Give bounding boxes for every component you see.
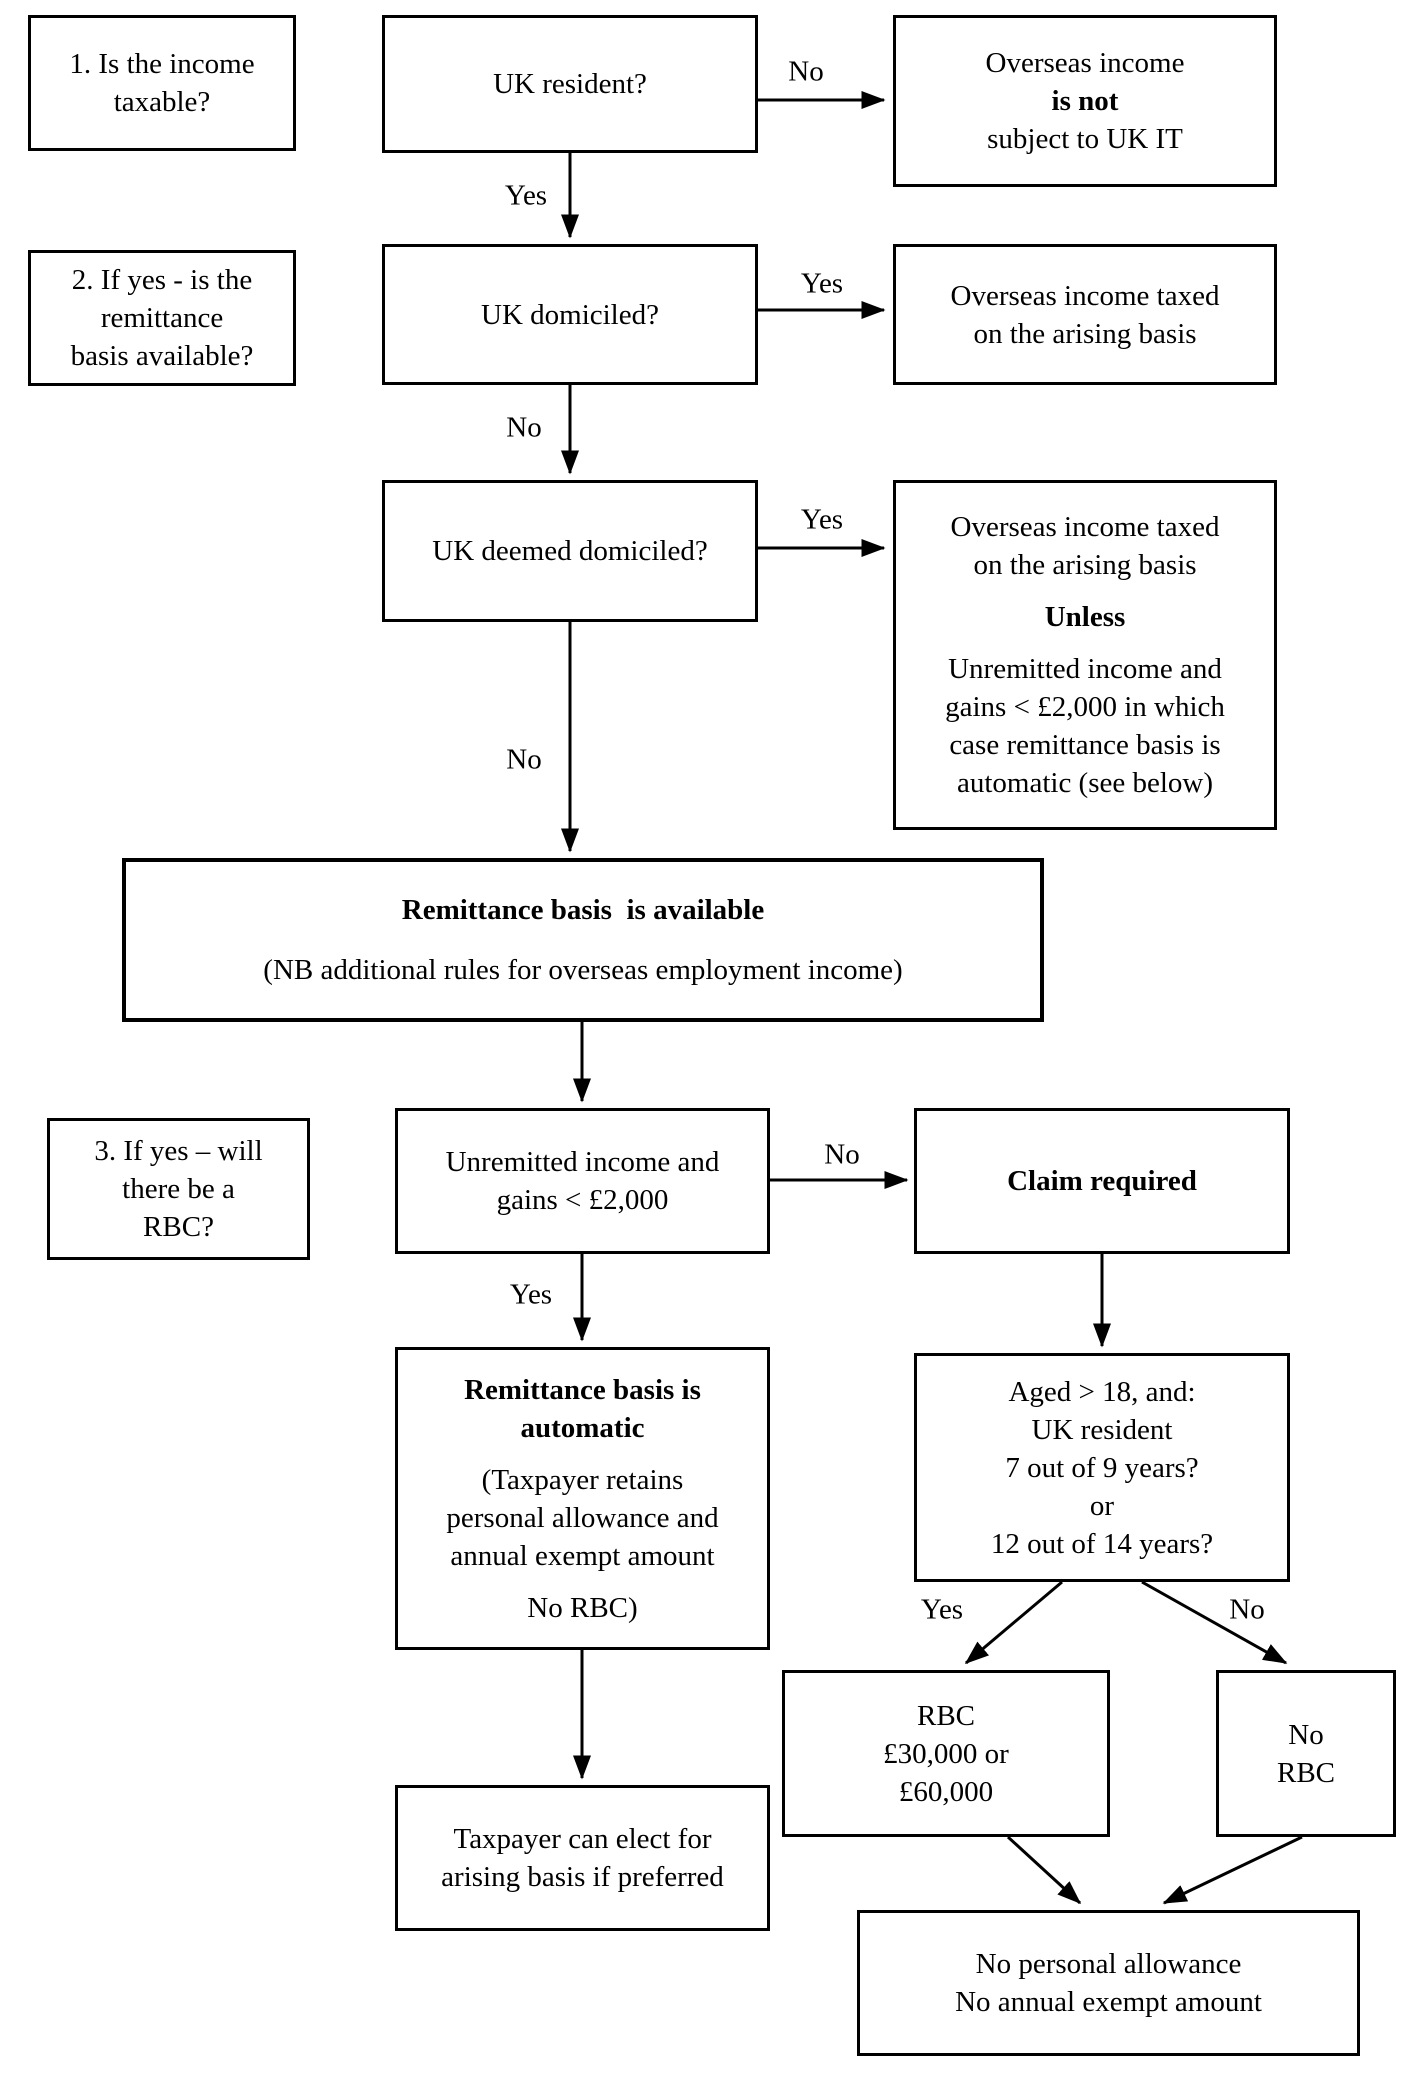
- text-line: 2. If yes - is the: [71, 264, 253, 296]
- text-line: annual exempt amount: [450, 1539, 715, 1572]
- outcome-remittance-available: [122, 858, 1044, 1022]
- edge-label-domiciled-yes: Yes: [800, 267, 844, 300]
- outcome-rbc-charge: [782, 1670, 1110, 1837]
- text-line: personal allowance and: [446, 1501, 719, 1534]
- text-line: 7 out of 9 years?: [1005, 1451, 1199, 1484]
- text-line: Remittance basis is: [464, 1373, 701, 1406]
- text-line: RBC: [1276, 1756, 1336, 1789]
- decision-uk-deemed-domiciled: [382, 480, 758, 622]
- text-line: Unremitted income and: [445, 1146, 720, 1178]
- text-line: UK resident?: [493, 68, 647, 100]
- text-line: Aged > 18, and:: [1008, 1375, 1196, 1408]
- edge-label-aged-yes: Yes: [920, 1593, 964, 1626]
- text-line: RBC?: [143, 1211, 214, 1243]
- text-line: there be a: [122, 1173, 235, 1205]
- text-line: Taxpayer can elect for: [453, 1823, 712, 1855]
- text-line: £30,000 or: [883, 1737, 1009, 1770]
- text-line: arising basis if preferred: [441, 1861, 724, 1893]
- text-line: Overseas income taxed: [950, 279, 1220, 312]
- outcome-not-subject-uk-it: [893, 15, 1277, 187]
- note-question-2: [28, 250, 296, 386]
- outcome-arising-basis: [893, 244, 1277, 385]
- text-line: Remittance basis is available: [401, 894, 765, 926]
- text-line: automatic (see below): [956, 767, 1214, 799]
- note-question-1: [28, 15, 296, 151]
- text-line: No annual exempt amount: [955, 1986, 1262, 2018]
- text-line: Unremitted income and: [948, 653, 1222, 685]
- text-line: RBC: [916, 1699, 976, 1732]
- decision-uk-resident: [382, 15, 758, 153]
- text-line: 3. If yes – will: [94, 1135, 263, 1167]
- text-line: remittance: [100, 302, 224, 334]
- text-line: No personal allowance: [975, 1948, 1242, 1980]
- text-line: automatic: [520, 1411, 645, 1444]
- edge-label-unremitted-no: No: [824, 1138, 860, 1171]
- edge-label-resident-no: No: [788, 55, 824, 88]
- text-line: on the arising basis: [973, 317, 1197, 350]
- outcome-no-rbc: [1216, 1670, 1396, 1837]
- text-line: gains < £2,000: [496, 1184, 669, 1216]
- text-line: £60,000: [898, 1775, 994, 1808]
- text-line: UK resident: [1031, 1413, 1173, 1446]
- text-line: (NB additional rules for overseas employment income): [263, 954, 903, 986]
- decision-unremitted-under-2000: [395, 1108, 770, 1254]
- decision-uk-domiciled: [382, 244, 758, 385]
- edge-label-domiciled-no: No: [506, 411, 542, 444]
- text-line: 12 out of 14 years?: [990, 1527, 1214, 1560]
- text-line: Claim required: [1007, 1165, 1197, 1197]
- text-line: No RBC): [527, 1591, 638, 1624]
- text-line: 1. Is the income: [69, 48, 255, 80]
- text-line: No: [1288, 1718, 1324, 1751]
- edge-label-resident-yes: Yes: [504, 179, 548, 212]
- text-line: case remittance basis is: [949, 729, 1221, 761]
- text-line: subject to UK IT: [987, 123, 1183, 155]
- text-line: UK domiciled?: [481, 298, 659, 331]
- decision-aged-residence-test: [914, 1353, 1290, 1582]
- text-line: gains < £2,000 in which: [945, 691, 1225, 723]
- edge-label-deemed-no: No: [506, 743, 542, 776]
- text-line: (Taxpayer retains: [481, 1463, 684, 1496]
- text-line: Unless: [1044, 601, 1126, 633]
- note-question-3: [47, 1118, 310, 1260]
- edge-label-unremitted-yes: Yes: [509, 1278, 553, 1311]
- arrow-norbc-down: [1164, 1837, 1302, 1903]
- arrow-rbc-down: [1008, 1837, 1080, 1903]
- outcome-taxpayer-elect: [395, 1785, 770, 1931]
- edge-label-aged-no: No: [1229, 1593, 1265, 1626]
- text-line: or: [1089, 1489, 1115, 1522]
- text-line: Overseas income: [985, 47, 1185, 79]
- text-line: taxable?: [113, 86, 211, 118]
- text-line: Overseas income taxed: [950, 511, 1220, 543]
- outcome-remittance-automatic: [395, 1347, 770, 1650]
- arrow-aged-yes: [966, 1582, 1062, 1663]
- text-line: UK deemed domiciled?: [432, 535, 708, 567]
- outcome-claim-required: [914, 1108, 1290, 1254]
- edge-label-deemed-yes: Yes: [800, 503, 844, 536]
- outcome-arising-unless: [893, 480, 1277, 830]
- outcome-no-allowances: [857, 1910, 1360, 2056]
- text-line: is not: [1051, 85, 1119, 117]
- text-line: on the arising basis: [973, 549, 1197, 581]
- text-line: basis available?: [70, 340, 254, 372]
